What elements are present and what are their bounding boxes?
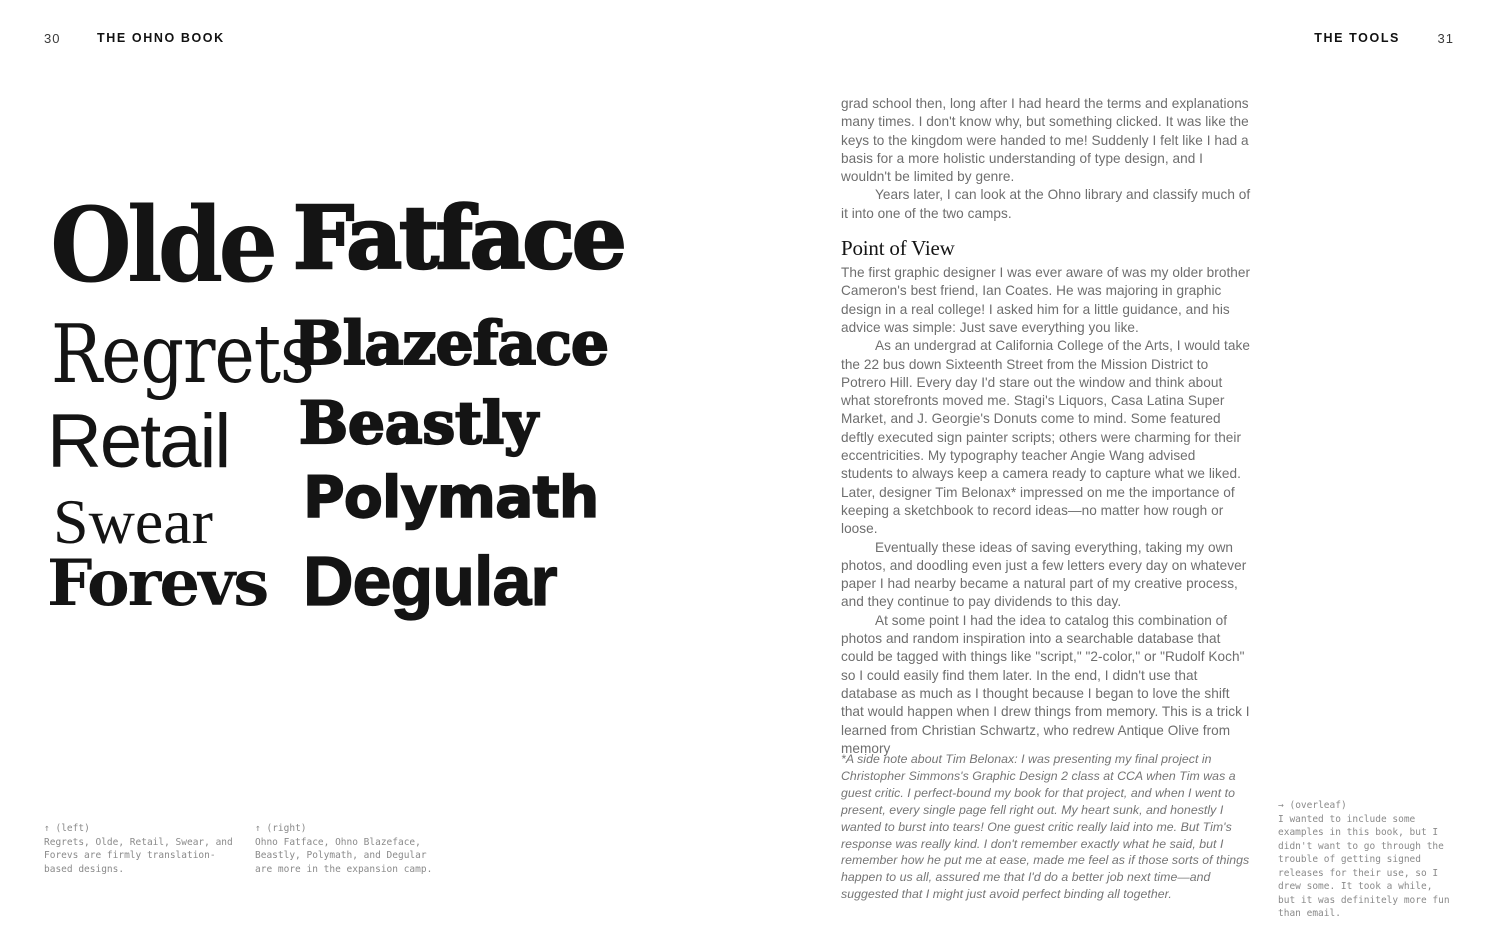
caption-right-text: Ohno Fatface, Ohno Blazeface, Beastly, Polymath, and Degular are more in the expansion camp. xyxy=(255,836,433,875)
specimen-beastly: Beastly xyxy=(299,389,538,457)
intro-paragraph: grad school then, long after I had heard the terms and explanations many times. I don't know why, but something clicked. It was like the keys to the kingdom were handed to me! Suddenly I felt like I had a basis for a more holistic understanding of type design, and I wouldn't be limited by genre. xyxy=(841,96,1249,185)
caption-left-arrow-label xyxy=(44,822,234,836)
specimen-blazeface: Blazeface xyxy=(293,309,609,379)
caption-overleaf-label: (overleaf) xyxy=(1289,800,1347,811)
page-number-left: 30 xyxy=(44,31,61,46)
caption-right-label: (right) xyxy=(266,823,307,834)
specimen-fatface: Fatface xyxy=(293,188,624,289)
specimen-swear: Swear xyxy=(53,486,213,557)
body-paragraph: The first graphic designer I was ever aware of was my older brother Cameron's best friend, Ian Coates. He was majoring in graphic design in a real college! I asked him for a little guidance, and his advice was simple: Just save everything you like. xyxy=(841,265,1251,335)
body-paragraph: Eventually these ideas of saving everything, taking my own photos, and doodling even just a few letters every day on whatever paper I had nearby became a natural part of my creative process, and they continue to pay dividends to this day. xyxy=(841,539,1247,610)
body-paragraph: At some point I had the idea to catalog this combination of photos and random inspiration into a searchable database that could be tagged with things like "script," "2-color," or "Rudolf Koch" so I could easily find them later. In the end, I didn't use that database as much as I thought because I began to love the shift that would happen when I drew things from memory. This is a trick I learned from Christian Schwartz, who redrew Antique Olive from memory xyxy=(841,612,1250,756)
intro-paragraph: Years later, I can look at the Ohno library and classify much of it into one of the two camps. xyxy=(841,187,1251,221)
section-heading: Point of View xyxy=(841,236,955,261)
caption-left-label: (left) xyxy=(55,823,90,834)
specimen-degular: Degular xyxy=(303,542,557,620)
caption-left-specimens xyxy=(44,822,234,876)
running-head-left: THE OHNO BOOK xyxy=(97,31,225,45)
specimen-olde: Olde xyxy=(50,185,274,307)
footnote: *A side note about Tim Belonax: I was presenting my final project in Christopher Simmons's Graphic Design 2 class at CCA when Tim was a guest critic. I perfect-bound my book for that project, and when I went to present, every single page fell right out. My heart sunk, and honestly I wanted to burst into tears! One guest critic really laid into me. But Tim's response was really kind. I don't remember exactly what he said, but I remember how he put me at ease, made me feel as if those sorts of things happen to us all, assured me that I'd do a better job next time—and suggested that I might just avoid perfect binding all together. xyxy=(841,752,1250,902)
specimen-retail: Retail xyxy=(47,399,230,484)
page-number-right: 31 xyxy=(1437,31,1454,46)
caption-overleaf-text: I wanted to include some examples in this book, but I didn't want to go through the trouble of getting signed releases for their use, so I drew some. It took a while, but it was definitely more fun than email. xyxy=(1278,813,1450,919)
caption-right-arrow-label xyxy=(255,822,445,836)
up-arrow-icon: ↑ xyxy=(255,823,261,834)
running-head-right: THE TOOLS xyxy=(1314,31,1400,45)
specimen-regrets: Regrets xyxy=(51,308,314,403)
caption-right-specimens xyxy=(255,822,445,876)
essay-text-column xyxy=(841,95,1251,758)
specimen-polymath: Polymath xyxy=(303,465,599,531)
caption-overleaf-arrow-label xyxy=(1278,799,1450,813)
right-arrow-icon: → xyxy=(1278,800,1284,811)
specimen-forevs: Forevs xyxy=(47,546,268,621)
body-paragraph: As an undergrad at California College of the Arts, I would take the 22 bus down Sixteenth Street from the Mission District to Potrero Hill. Every day I'd stare out the window and think about what storefronts moved me. Stagi's Liquors, Casa Latina Super Market, and J. Georgie's Donuts come to mind. Some featured deftly executed sign painter scripts; others were charming for their eccentricities. My typography teacher Angie Wang advised students to always keep a camera ready to capture what we liked. Later, designer Tim Belonax* impressed on me the importance of keeping a sketchbook to record ideas—no matter how rough or loose. xyxy=(841,338,1250,537)
up-arrow-icon: ↑ xyxy=(44,823,50,834)
caption-left-text: Regrets, Olde, Retail, Swear, and Forevs are firmly translation-based designs. xyxy=(44,836,233,875)
caption-overleaf xyxy=(1278,799,1450,921)
